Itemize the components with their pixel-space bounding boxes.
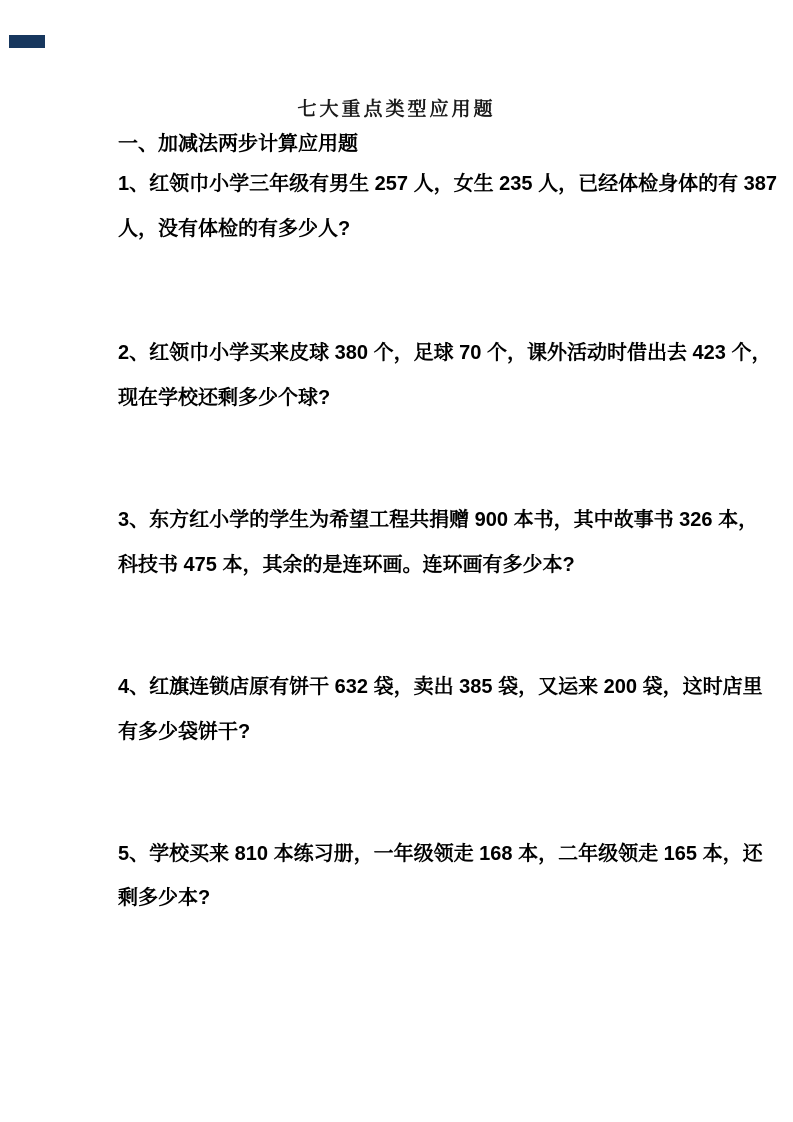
- problem-3-line-1: 3、东方红小学的学生为希望工程共捐赠 900 本书，其中故事书 326 本，: [118, 509, 759, 531]
- problem-2-line-2: 现在学校还剩多少个球?: [118, 387, 331, 409]
- problem-1-line-1: 1、红领巾小学三年级有男生 257 人，女生 235 人，已经体检身体的有 387: [118, 173, 778, 195]
- problem-5-line-1: 5、学校买来 810 本练习册，一年级领走 168 本，二年级领走 165 本，还: [118, 843, 763, 865]
- corner-mark: [9, 35, 45, 48]
- problem-3-line-2: 科技书 475 本，其余的是连环画。连环画有多少本?: [118, 554, 575, 576]
- problem-1-line-2: 人，没有体检的有多少人?: [118, 218, 351, 240]
- page-title: 七大重点类型应用题: [297, 99, 496, 120]
- problem-2-line-1: 2、红领巾小学买来皮球 380 个，足球 70 个，课外活动时借出去 423 个，: [118, 342, 772, 364]
- problem-5-line-2: 剩多少本?: [118, 887, 211, 909]
- problem-4-line-2: 有多少袋饼干?: [118, 721, 251, 743]
- problem-4-line-1: 4、红旗连锁店原有饼干 632 袋，卖出 385 袋，又运来 200 袋，这时店里: [118, 676, 763, 698]
- section-heading: 一、加减法两步计算应用题: [118, 133, 358, 155]
